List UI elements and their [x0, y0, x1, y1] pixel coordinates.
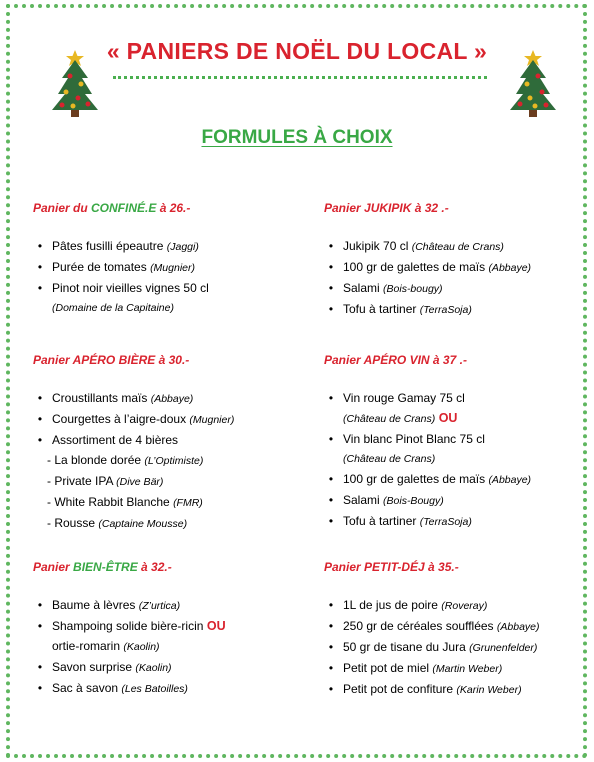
item-list	[324, 595, 584, 700]
item-list	[324, 388, 584, 532]
list-item: • Jukipik 70 cl (Château de Crans)	[328, 239, 504, 253]
sub-list-item: - La blonde dorée (L’Optimiste)	[47, 453, 204, 467]
list-item: • 100 gr de galettes de maïs (Abbaye)	[328, 260, 532, 274]
page-title: « PANIERS DE NOËL DU LOCAL »	[106, 38, 488, 64]
list-item: • Tofu à tartiner (TerraSoja)	[328, 302, 472, 316]
page-subtitle: FORMULES À CHOIX	[201, 127, 393, 148]
sub-list-item: - White Rabbit Blanche (FMR)	[47, 495, 203, 509]
section-title: Panier PETIT-DÉJ à 35.-	[324, 560, 459, 574]
list-item: • Salami (Bois-Bougy)	[328, 493, 444, 507]
list-item: • Croustillants maïs (Abbaye)	[37, 391, 194, 405]
section-apero-biere	[33, 350, 293, 534]
list-item: • Pinot noir vieilles vignes 50 cl (Domaine de la Capitaine)	[37, 281, 209, 314]
list-item: • 50 gr de tisane du Jura (Grunenfelder)	[328, 640, 538, 654]
section-jukipik	[324, 198, 584, 320]
list-item: • Baume à lèvres (Z’urtica)	[37, 598, 181, 612]
item-list	[33, 236, 293, 318]
list-item: • Salami (Bois-bougy)	[328, 281, 443, 295]
list-item: • Vin blanc Pinot Blanc 75 cl (Château de Crans)	[328, 432, 485, 465]
section-title: Panier BIEN-ÊTRE à 32.-	[33, 560, 172, 574]
list-item: • Petit pot de miel (Martin Weber)	[328, 661, 503, 675]
list-item: • Savon surprise (Kaolin)	[37, 660, 172, 674]
list-item: • Pâtes fusilli épeautre (Jaggi)	[37, 239, 199, 253]
list-item: • 100 gr de galettes de maïs (Abbaye)	[328, 472, 532, 486]
list-item: • Assortiment de 4 bières	[37, 433, 179, 447]
list-item: • 1L de jus de poire (Roveray)	[328, 598, 488, 612]
list-item: • Sac à savon (Les Batoilles)	[37, 681, 188, 695]
list-item: • Vin rouge Gamay 75 cl (Château de Crans) OU	[328, 391, 465, 425]
list-item: • Petit pot de confiture (Karin Weber)	[328, 682, 522, 696]
section-confine	[33, 198, 293, 318]
list-item: • Purée de tomates (Mugnier)	[37, 260, 195, 274]
list-item: • Shampoing solide bière-ricin OU ortie-romarin (Kaolin)	[37, 619, 226, 653]
section-title: Panier APÉRO VIN à 37 .-	[324, 353, 467, 367]
section-bien-etre	[33, 557, 293, 699]
sub-list-item: - Private IPA (Dive Bär)	[47, 474, 164, 488]
section-apero-vin	[324, 350, 584, 532]
item-list	[324, 236, 584, 320]
sub-list-item: - Rousse (Captaine Mousse)	[47, 516, 188, 530]
list-item: • 250 gr de céréales soufflées (Abbaye)	[328, 619, 540, 633]
title-dotted-divider	[113, 76, 487, 79]
section-petit-dej	[324, 557, 584, 700]
item-list	[33, 388, 293, 534]
list-item: • Courgettes à l’aigre-doux (Mugnier)	[37, 412, 235, 426]
item-list	[33, 595, 293, 699]
section-title: Panier APÉRO BIÈRE à 30.-	[33, 353, 190, 367]
list-item: • Tofu à tartiner (TerraSoja)	[328, 514, 472, 528]
section-title: Panier JUKIPIK à 32 .-	[324, 201, 449, 215]
section-title: Panier du CONFINÉ.E à 26.-	[33, 201, 191, 215]
